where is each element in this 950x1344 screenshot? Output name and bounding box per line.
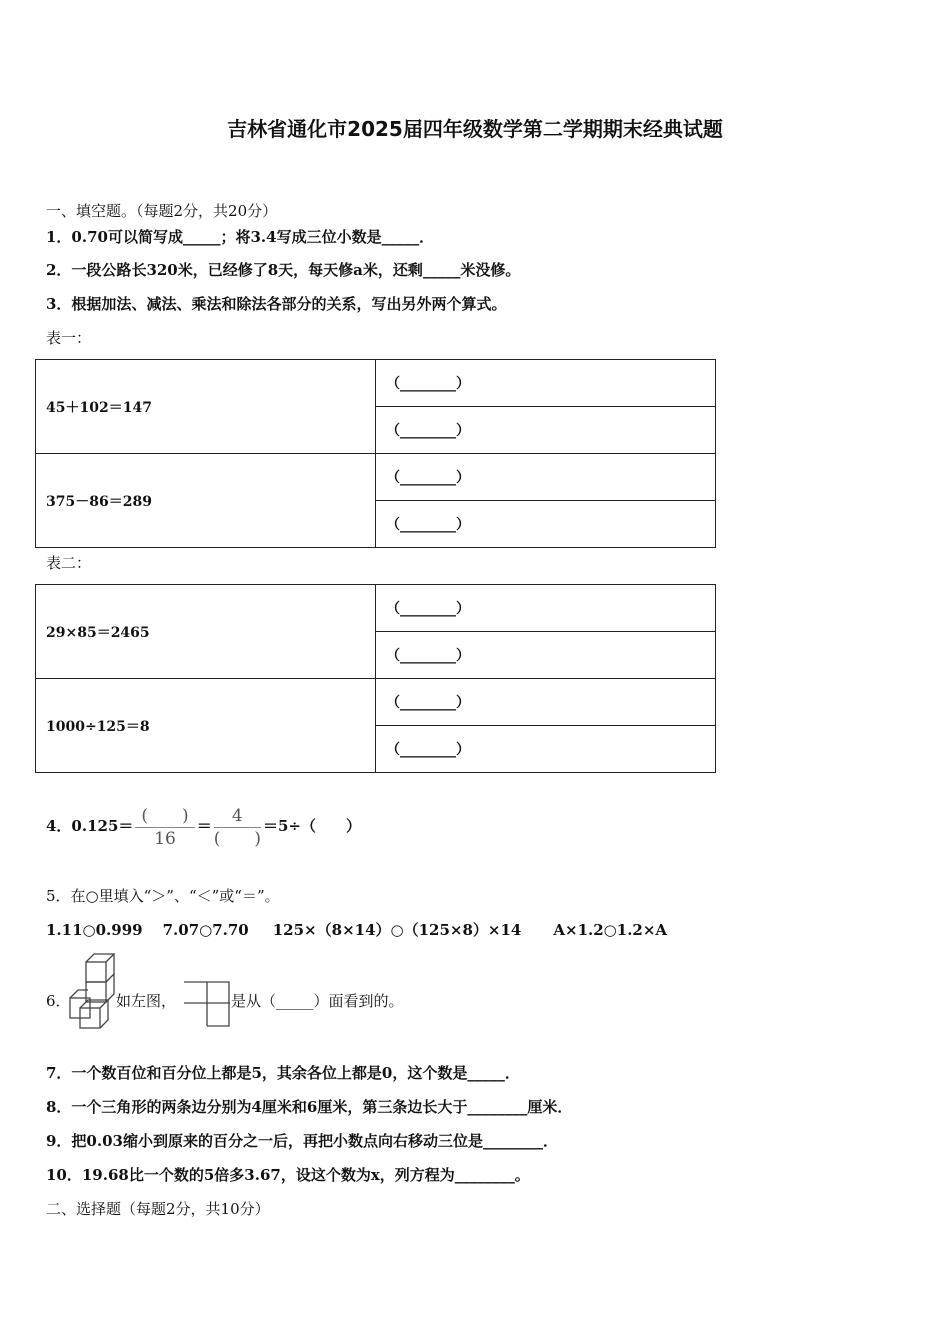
page-title: 吉林省通化市2025届四年级数学第二学期期末经典试题: [227, 117, 723, 141]
q6-prefix: 6．: [46, 992, 71, 1010]
table-2-label: 表二：: [46, 554, 92, 572]
q6-middle: 如左图，: [116, 992, 177, 1010]
fraction-1: [135, 805, 194, 850]
answer-blank: （________）: [376, 632, 716, 679]
answer-blank: （________）: [376, 407, 716, 454]
compare-item: 125×（8×14）○（125×8）×14: [272, 921, 522, 939]
denominator: 16: [154, 828, 176, 849]
cube-stack-figure: [68, 950, 118, 1030]
compare-item: A×1.2○1.2×A: [553, 921, 668, 939]
question-9: 9．把0.03缩小到原来的百分之一后，再把小数点向右移动三位是________．: [46, 1132, 558, 1150]
question-5: 5．在○里填入“＞”、“＜”或“＝”。: [46, 887, 280, 905]
question-1: 1．0.70可以简写成_____；将3.4写成三位小数是_____．: [46, 228, 435, 246]
section-1-heading: 一、填空题。（每题2分，共20分）: [46, 202, 278, 220]
question-5-items: [46, 920, 667, 940]
question-4: [46, 804, 361, 850]
view-grid-figure: [183, 981, 231, 1027]
answer-blank: （________）: [376, 585, 716, 632]
question-2: 2．一段公路长320米，已经修了8天，每天修a米，还剩_____米没修。: [46, 261, 521, 279]
compare-item: 1.11○0.999: [46, 921, 143, 939]
table-1-label: 表一：: [46, 329, 92, 347]
table-1: [35, 359, 716, 548]
q4-suffix: ＝5÷（ ）: [262, 817, 361, 835]
answer-blank: （________）: [376, 360, 716, 407]
equation: 45＋102＝147: [36, 360, 376, 454]
equation: 1000÷125＝8: [36, 679, 376, 773]
fraction-2: [214, 805, 261, 850]
question-8: 8．一个三角形的两条边分别为4厘米和6厘米，第三条边长大于________厘米．: [46, 1098, 573, 1116]
answer-blank: （________）: [376, 501, 716, 548]
equals: ＝: [196, 817, 212, 835]
question-10: 10．19.68比一个数的5倍多3.67，设这个数为x，列方程为________。: [46, 1166, 530, 1184]
question-3: 3．根据加法、减法、乘法和除法各部分的关系，写出另外两个算式。: [46, 295, 507, 313]
q4-prefix: 4．0.125＝: [46, 817, 134, 835]
answer-blank: （________）: [376, 679, 716, 726]
answer-blank: （________）: [376, 726, 716, 773]
section-2-heading: 二、选择题（每题2分，共10分）: [46, 1200, 270, 1218]
question-7: 7．一个数百位和百分位上都是5，其余各位上都是0，这个数是_____．: [46, 1064, 520, 1082]
compare-item: 7.07○7.70: [162, 921, 249, 939]
answer-blank: （________）: [376, 454, 716, 501]
numerator: ( ): [135, 805, 194, 828]
equation: 375－86＝289: [36, 454, 376, 548]
table-2: [35, 584, 716, 773]
numerator: 4: [214, 805, 261, 828]
equation: 29×85＝2465: [36, 585, 376, 679]
denominator: ( ): [213, 828, 261, 849]
q6-suffix: 是从（_____）面看到的。: [231, 992, 404, 1010]
